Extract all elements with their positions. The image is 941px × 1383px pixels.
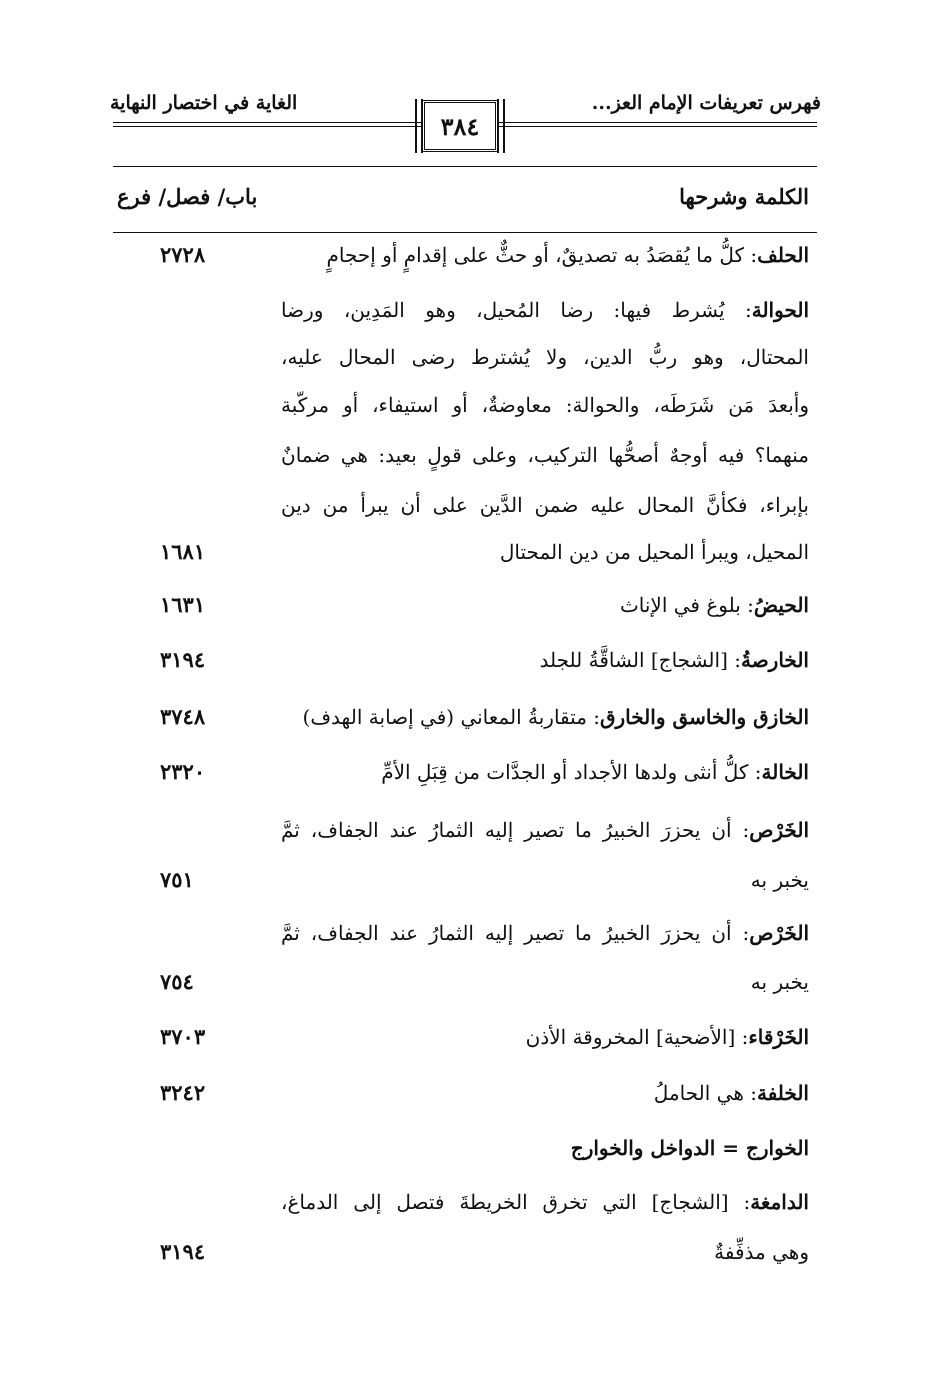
running-header-left: الغاية في اختصار النهاية	[110, 92, 298, 114]
entry-text: : [الأضحية] المخروقة الأذن	[525, 1025, 749, 1049]
entry-term: الخارصةُ	[740, 648, 809, 672]
entry-line	[281, 590, 809, 620]
running-header-right: فهرس تعريفات الإمام العز...	[591, 92, 821, 114]
entry-text: : [الشجاج] التي تخرق الخريطةَ فتصل إلى الدماغ،	[281, 1190, 751, 1214]
entry-term: الحيضُ	[753, 593, 809, 617]
entry-line	[281, 815, 809, 845]
entry-line: وهي مذفِّفةٌ	[714, 1240, 809, 1264]
column-header-word: الكلمة وشرحها	[679, 184, 809, 209]
entry-term: الحوالة	[751, 298, 809, 322]
entry-term: الخَرْقاء	[748, 1025, 809, 1049]
entry-text: : كلُّ أنثى ولدها الأجداد أو الجدَّات من قِبَلِ الأمِّ	[381, 760, 762, 784]
entry-reference: ٢٧٢٨	[160, 242, 206, 267]
entry-text: : أن يحزرَ الخبيرُ ما تصير إليه الثمارُ عند الجفاف، ثمَّ	[281, 921, 750, 945]
page-number-frame	[422, 100, 498, 152]
entry-reference: ٣٢٤٢	[160, 1080, 206, 1105]
page-number: ٣٨٤	[440, 111, 480, 141]
entry-text: : كلُّ ما يُقصَدُ به تصديقٌ، أو حثٌّ على إقدامٍ أو إحجامٍ	[326, 243, 758, 267]
entry-line	[281, 1133, 809, 1163]
entry-line	[281, 1187, 809, 1217]
entry-line: وأبعدَ مَن شَرَطَه، والحوالة: معاوضةٌ، أو استيفاء، أو مركّبة	[281, 393, 809, 417]
entry-reference: ٢٣٢٠	[160, 759, 206, 784]
entry-line: بإبراء، فكأنَّ المحال عليه ضمن الدَّين على أن يبرأ من دين	[281, 493, 809, 517]
entry-reference: ١٦٣١	[160, 592, 206, 617]
entry-term: الخَرْص	[749, 921, 809, 945]
entry-term: الخَرْص	[749, 818, 809, 842]
entry-text: : [الشجاج] الشاقَّةُ للجلد	[539, 648, 741, 672]
entry-reference: ١٦٨١	[160, 539, 206, 564]
entry-line: يخبر به	[750, 970, 809, 994]
entry-reference: ٣٧٠٣	[160, 1024, 206, 1049]
entry-line: المحتال، وهو ربُّ الدين، ولا يُشترط رضى المحال عليه،	[281, 345, 809, 369]
entry-text: : متقاربةُ المعاني (في إصابة الهدف)	[302, 705, 600, 729]
entry-line	[281, 702, 809, 732]
entry-line: المحيل، ويبرأ المحيل من دين المحتال	[499, 540, 809, 564]
entry-text: : هي الحاملُ	[653, 1081, 757, 1105]
column-header-reference: باب/ فصل/ فرع	[117, 184, 258, 209]
column-header-rule	[113, 232, 817, 233]
entry-reference: ٧٥١	[160, 867, 194, 892]
entry-line	[281, 757, 809, 787]
entry-line	[281, 240, 809, 270]
entry-line	[281, 295, 809, 325]
entry-reference: ٧٥٤	[160, 969, 194, 994]
entry-term: الحلف	[757, 243, 809, 267]
entry-line	[281, 918, 809, 948]
entry-reference: ٣١٩٤	[160, 647, 206, 672]
entry-term: الخلفة	[756, 1081, 809, 1105]
entry-line: منهما؟ فيه أوجهٌ أصحُّها التركيب، وعلى قولٍ بعيد: هي ضمانٌ	[281, 443, 809, 467]
entry-reference: ٣١٩٤	[160, 1239, 206, 1264]
entry-line	[281, 645, 809, 675]
entry-reference: ٣٧٤٨	[160, 704, 206, 729]
entry-line	[281, 1078, 809, 1108]
entry-line	[281, 1022, 809, 1052]
entry-text: : بلوغ في الإناث	[619, 593, 754, 617]
entry-term: الدامغة	[750, 1190, 809, 1214]
entry-line: يخبر به	[750, 868, 809, 892]
header-separator	[113, 166, 817, 167]
entry-term: الخالة	[761, 760, 809, 784]
entry-term: الخوارج = الدواخل والخوارج	[570, 1136, 809, 1160]
entry-term: الخازق والخاسق والخارق	[600, 705, 809, 729]
entry-text: : أن يحزرَ الخبيرُ ما تصير إليه الثمارُ عند الجفاف، ثمَّ	[281, 818, 750, 842]
entry-text: : يُشرط فيها: رضا المُحيل، وهو المَدِين، ورضا	[281, 298, 752, 322]
